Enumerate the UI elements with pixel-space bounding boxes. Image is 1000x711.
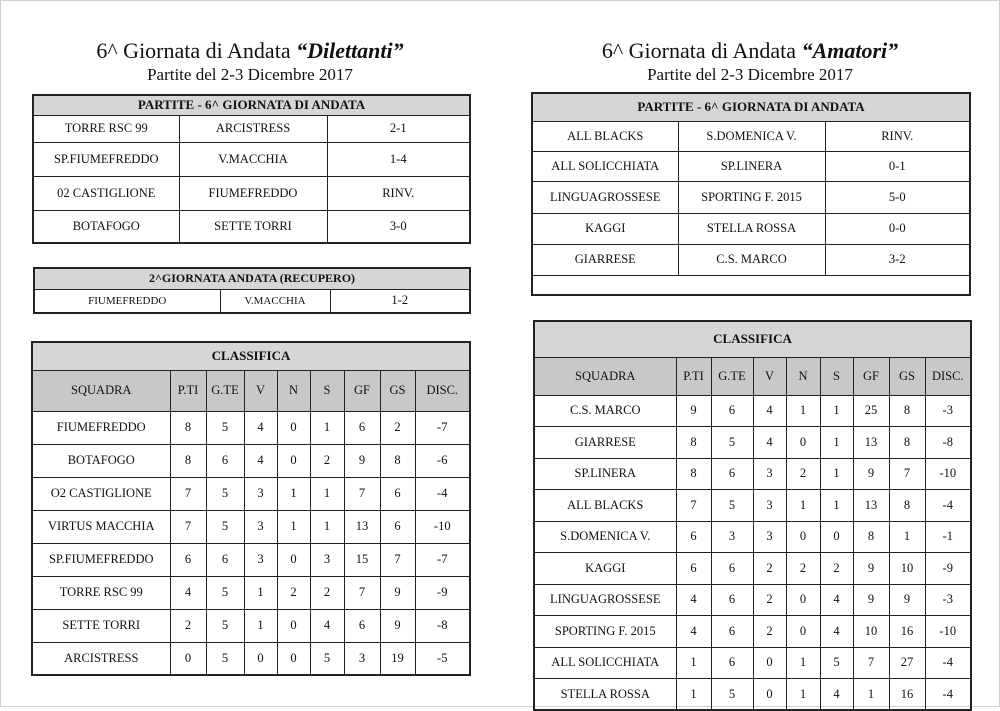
goals-against-cell: 8 [889,427,925,459]
goals-against-cell: 8 [380,444,415,477]
discipline-cell: -7 [415,411,470,444]
goals-against-cell: 7 [889,458,925,490]
col-giocate: G.TE [206,370,244,411]
away-team: S.DOMENICA V. [678,121,825,151]
team-name-cell: GIARRESE [534,427,676,459]
drawn-cell: 0 [277,609,310,642]
drawn-cell: 0 [786,584,820,616]
team-name-cell: BOTAFOGO [32,444,170,477]
table-row [32,576,470,609]
played-cell: 5 [206,510,244,543]
points-cell: 6 [676,521,711,553]
points-cell: 2 [170,609,206,642]
away-team: V.MACCHIA [179,142,327,176]
discipline-cell: -4 [925,490,971,522]
dilettanti-title-prefix: 6^ Giornata di Andata [96,38,291,63]
col-sconfitte: S [820,357,853,395]
points-cell: 0 [170,642,206,675]
lost-cell: 1 [820,490,853,522]
won-cell: 2 [753,616,786,648]
drawn-cell: 0 [786,616,820,648]
played-cell: 6 [711,458,753,490]
home-team: FIUMEFREDDO [34,289,220,313]
played-cell: 5 [711,490,753,522]
team-name-cell: ALL SOLICCHIATA [534,647,676,679]
points-cell: 7 [170,510,206,543]
won-cell: 1 [244,576,277,609]
col-nulle: N [786,357,820,395]
points-cell: 8 [170,411,206,444]
goals-for-cell: 6 [344,609,380,642]
away-team: V.MACCHIA [220,289,330,313]
col-vinte: V [753,357,786,395]
goals-for-cell: 7 [344,477,380,510]
won-cell: 0 [244,642,277,675]
points-cell: 4 [676,584,711,616]
goals-against-cell: 6 [380,477,415,510]
won-cell: 4 [753,395,786,427]
played-cell: 6 [711,616,753,648]
dilettanti-standings-body [32,411,470,675]
table-row [534,427,971,459]
table-row [534,395,971,427]
lost-cell: 4 [820,584,853,616]
goals-against-cell: 2 [380,411,415,444]
away-team: SP.LINERA [678,151,825,181]
played-cell: 5 [206,411,244,444]
discipline-cell: -10 [925,458,971,490]
goals-against-cell: 19 [380,642,415,675]
away-team: ARCISTRESS [179,115,327,142]
table-row [534,490,971,522]
won-cell: 3 [753,490,786,522]
goals-for-cell: 13 [344,510,380,543]
table-row [32,642,470,675]
discipline-cell: -3 [925,395,971,427]
lost-cell: 5 [310,642,344,675]
table-row [534,647,971,679]
home-team: TORRE RSC 99 [33,115,179,142]
lost-cell: 2 [310,576,344,609]
lost-cell: 4 [820,616,853,648]
dilettanti-matches-table [32,94,471,244]
team-name-cell: SETTE TORRI [32,609,170,642]
dilettanti-title [30,38,470,64]
col-giocate: G.TE [711,357,753,395]
dilettanti-standings-header: CLASSIFICA [32,342,470,370]
discipline-cell: -10 [415,510,470,543]
home-team: SP.FIUMEFREDDO [33,142,179,176]
match-result: 0-0 [825,213,970,244]
amatori-subtitle: Partite del 2-3 Dicembre 2017 [647,65,853,84]
goals-for-cell: 25 [853,395,889,427]
goals-against-cell: 8 [889,490,925,522]
lost-cell: 1 [820,395,853,427]
discipline-cell: -7 [415,543,470,576]
standings-column-headers [32,370,470,411]
goals-against-cell: 9 [380,609,415,642]
match-row [33,115,470,142]
team-name-cell: SP.LINERA [534,458,676,490]
lost-cell: 1 [820,427,853,459]
dilettanti-title-category: “Dilettanti” [296,38,404,63]
table-row [534,616,971,648]
goals-against-cell: 8 [889,395,925,427]
col-disciplina: DISC. [925,357,971,395]
col-squadra: SQUADRA [534,357,676,395]
goals-against-cell: 9 [380,576,415,609]
away-team: FIUMEFREDDO [179,176,327,210]
goals-against-cell: 10 [889,553,925,585]
col-vinte: V [244,370,277,411]
col-gol-fatti: GF [853,357,889,395]
drawn-cell: 0 [786,521,820,553]
amatori-standings-table [533,320,972,711]
points-cell: 4 [170,576,206,609]
amatori-matches-header: PARTITE - 6^ GIORNATA DI ANDATA [532,93,970,121]
won-cell: 3 [753,458,786,490]
goals-for-cell: 15 [344,543,380,576]
lost-cell: 4 [820,679,853,711]
team-name-cell: STELLA ROSSA [534,679,676,711]
match-result: 1-2 [330,289,470,313]
points-cell: 8 [170,444,206,477]
goals-for-cell: 7 [853,647,889,679]
lost-cell: 5 [820,647,853,679]
match-result: RINV. [327,176,470,210]
played-cell: 6 [711,395,753,427]
table-row [534,584,971,616]
match-row [532,213,970,244]
goals-for-cell: 6 [344,411,380,444]
team-name-cell: TORRE RSC 99 [32,576,170,609]
discipline-cell: -8 [925,427,971,459]
played-cell: 5 [206,642,244,675]
home-team: ALL BLACKS [532,121,678,151]
won-cell: 2 [753,584,786,616]
team-name-cell: LINGUAGROSSESE [534,584,676,616]
dilettanti-recovery-table [33,267,471,314]
amatori-title [530,38,970,64]
goals-for-cell: 7 [344,576,380,609]
drawn-cell: 2 [786,458,820,490]
goals-for-cell: 13 [853,427,889,459]
won-cell: 0 [753,679,786,711]
drawn-cell: 2 [786,553,820,585]
team-name-cell: SPORTING F. 2015 [534,616,676,648]
team-name-cell: O2 CASTIGLIONE [32,477,170,510]
team-name-cell: S.DOMENICA V. [534,521,676,553]
goals-for-cell: 9 [344,444,380,477]
table-row [32,444,470,477]
match-result: 0-1 [825,151,970,181]
points-cell: 7 [676,490,711,522]
amatori-standings-header: CLASSIFICA [534,321,971,357]
points-cell: 6 [676,553,711,585]
won-cell: 3 [244,543,277,576]
table-row [32,543,470,576]
home-team: 02 CASTIGLIONE [33,176,179,210]
goals-against-cell: 16 [889,616,925,648]
won-cell: 2 [753,553,786,585]
drawn-cell: 0 [277,642,310,675]
standings-column-headers [534,357,971,395]
won-cell: 3 [244,510,277,543]
goals-against-cell: 27 [889,647,925,679]
home-team: ALL SOLICCHIATA [532,151,678,181]
played-cell: 6 [711,584,753,616]
drawn-cell: 0 [786,427,820,459]
home-team: BOTAFOGO [33,210,179,243]
played-cell: 6 [206,543,244,576]
col-nulle: N [277,370,310,411]
goals-for-cell: 9 [853,584,889,616]
points-cell: 8 [676,427,711,459]
won-cell: 4 [244,444,277,477]
team-name-cell: FIUMEFREDDO [32,411,170,444]
recovery-row [34,289,470,313]
played-cell: 6 [711,553,753,585]
team-name-cell: ALL BLACKS [534,490,676,522]
match-row [33,210,470,243]
discipline-cell: -5 [415,642,470,675]
lost-cell: 0 [820,521,853,553]
team-name-cell: ARCISTRESS [32,642,170,675]
team-name-cell: C.S. MARCO [534,395,676,427]
points-cell: 1 [676,679,711,711]
match-row [532,121,970,151]
col-sconfitte: S [310,370,344,411]
match-row [532,151,970,181]
away-team: STELLA ROSSA [678,213,825,244]
match-row [532,244,970,275]
lost-cell: 2 [310,444,344,477]
col-punti: P.TI [676,357,711,395]
discipline-cell: -8 [415,609,470,642]
away-team: C.S. MARCO [678,244,825,275]
empty-row [532,275,970,295]
home-team: KAGGI [532,213,678,244]
team-name-cell: VIRTUS MACCHIA [32,510,170,543]
discipline-cell: -1 [925,521,971,553]
empty-cell [532,275,970,295]
col-gol-subiti: GS [889,357,925,395]
points-cell: 6 [170,543,206,576]
recovery-header: 2^GIORNATA ANDATA (RECUPERO) [34,268,470,289]
match-result: 3-2 [825,244,970,275]
match-result: RINV. [825,121,970,151]
played-cell: 6 [711,647,753,679]
played-cell: 5 [206,477,244,510]
table-row [534,553,971,585]
team-name-cell: SP.FIUMEFREDDO [32,543,170,576]
lost-cell: 1 [310,510,344,543]
lost-cell: 2 [820,553,853,585]
goals-for-cell: 13 [853,490,889,522]
goals-for-cell: 8 [853,521,889,553]
home-team: LINGUAGROSSESE [532,181,678,213]
drawn-cell: 1 [786,490,820,522]
goals-for-cell: 1 [853,679,889,711]
match-result: 5-0 [825,181,970,213]
drawn-cell: 0 [277,411,310,444]
team-name-cell: KAGGI [534,553,676,585]
lost-cell: 1 [310,411,344,444]
drawn-cell: 1 [786,395,820,427]
discipline-cell: -4 [925,679,971,711]
drawn-cell: 1 [277,477,310,510]
drawn-cell: 2 [277,576,310,609]
table-row [534,679,971,711]
won-cell: 4 [753,427,786,459]
drawn-cell: 1 [786,679,820,711]
played-cell: 5 [711,427,753,459]
discipline-cell: -9 [415,576,470,609]
col-punti: P.TI [170,370,206,411]
won-cell: 0 [753,647,786,679]
goals-against-cell: 9 [889,584,925,616]
goals-against-cell: 7 [380,543,415,576]
discipline-cell: -6 [415,444,470,477]
discipline-cell: -3 [925,584,971,616]
lost-cell: 3 [310,543,344,576]
col-squadra: SQUADRA [32,370,170,411]
amatori-title-category: “Amatori” [801,38,899,63]
drawn-cell: 0 [277,543,310,576]
goals-for-cell: 9 [853,458,889,490]
col-gol-fatti: GF [344,370,380,411]
table-row [32,477,470,510]
discipline-cell: -10 [925,616,971,648]
points-cell: 4 [676,616,711,648]
amatori-matches-table [531,92,971,296]
won-cell: 3 [244,477,277,510]
match-row [532,181,970,213]
lost-cell: 1 [820,458,853,490]
table-row [534,458,971,490]
dilettanti-matches-header: PARTITE - 6^ GIORNATA DI ANDATA [33,95,470,115]
played-cell: 6 [206,444,244,477]
goals-against-cell: 16 [889,679,925,711]
goals-for-cell: 3 [344,642,380,675]
goals-for-cell: 9 [853,553,889,585]
drawn-cell: 0 [277,444,310,477]
away-team: SETTE TORRI [179,210,327,243]
match-row [33,142,470,176]
table-row [32,609,470,642]
goals-against-cell: 6 [380,510,415,543]
match-result: 3-0 [327,210,470,243]
won-cell: 4 [244,411,277,444]
points-cell: 8 [676,458,711,490]
won-cell: 1 [244,609,277,642]
table-row [534,521,971,553]
points-cell: 9 [676,395,711,427]
played-cell: 5 [711,679,753,711]
discipline-cell: -4 [925,647,971,679]
goals-for-cell: 10 [853,616,889,648]
played-cell: 3 [711,521,753,553]
lost-cell: 1 [310,477,344,510]
goals-against-cell: 1 [889,521,925,553]
amatori-standings-body [534,395,971,710]
discipline-cell: -4 [415,477,470,510]
discipline-cell: -9 [925,553,971,585]
played-cell: 5 [206,609,244,642]
match-result: 1-4 [327,142,470,176]
dilettanti-subtitle: Partite del 2-3 Dicembre 2017 [147,65,353,84]
won-cell: 3 [753,521,786,553]
match-row [33,176,470,210]
amatori-title-prefix: 6^ Giornata di Andata [601,38,797,63]
col-disciplina: DISC. [415,370,470,411]
drawn-cell: 1 [786,647,820,679]
table-row [32,411,470,444]
played-cell: 5 [206,576,244,609]
points-cell: 7 [170,477,206,510]
table-row [32,510,470,543]
home-team: GIARRESE [532,244,678,275]
dilettanti-standings-table [31,341,471,676]
away-team: SPORTING F. 2015 [678,181,825,213]
points-cell: 1 [676,647,711,679]
lost-cell: 4 [310,609,344,642]
drawn-cell: 1 [277,510,310,543]
match-result: 2-1 [327,115,470,142]
col-gol-subiti: GS [380,370,415,411]
